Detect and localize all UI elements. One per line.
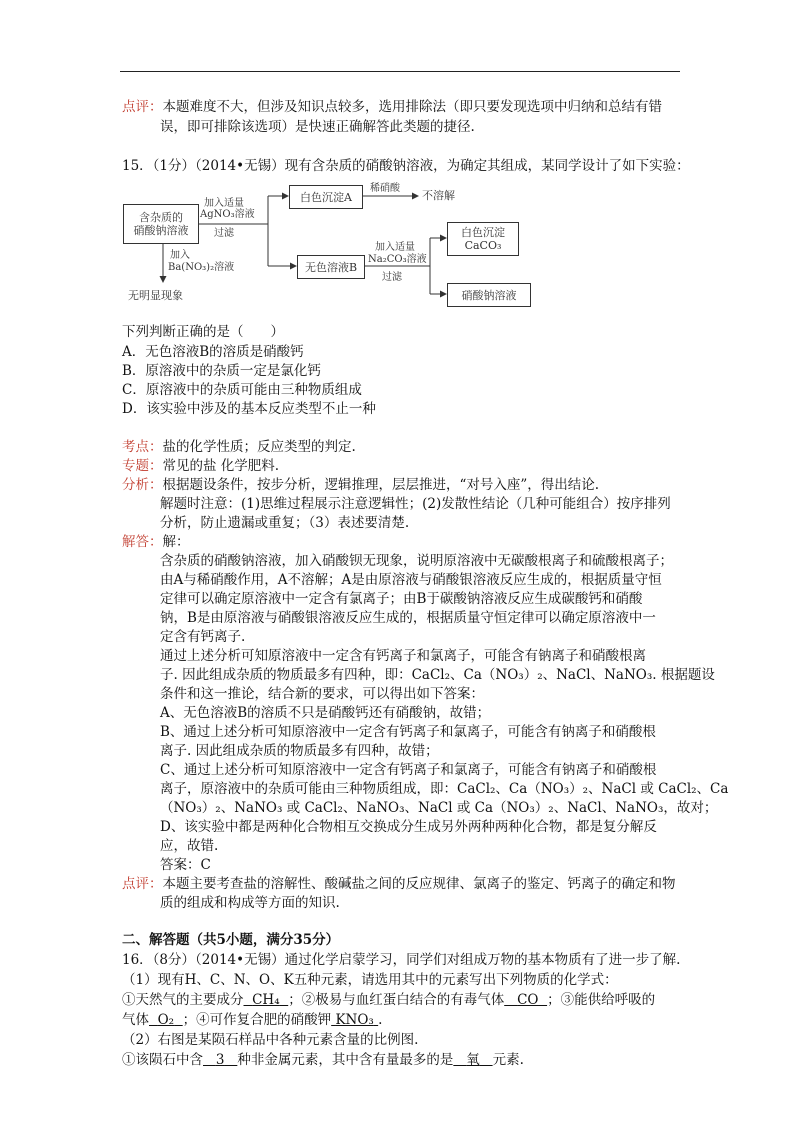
solution-line: B、通过上述分析可知原溶液中一定含有钙离子和氯离子，可能含有钠离子和硝酸根 <box>160 724 656 740</box>
q16-stem: 16．（8分）（2014•无锡）通过化学启蒙学习，同学们对组成万物的基本物质有了进一步了解. <box>122 952 681 968</box>
answer-ch4 <box>244 992 289 1008</box>
solution-line: 条件和这一推论，结合新的要求，可以得出如下答案： <box>160 686 484 702</box>
solution-line: （NO₃）₂、NaNO₃ 或 CaCl₂、NaNO₃、NaCl 或 Ca（NO₃）₂、NaCl、NaNO₃，故对； <box>160 800 718 816</box>
q16-l3b: 种非金属元素，其中含有量最多的是 <box>237 1052 454 1068</box>
result-no-phenomenon: 无明显现象 <box>128 289 183 302</box>
answer-o2-text: O₂ <box>157 1012 175 1028</box>
q16-l1a: ①天然气的主要成分 <box>122 992 244 1008</box>
answer-3 <box>203 1052 237 1068</box>
box-caco3-line2: CaCO₃ <box>464 239 502 252</box>
q16-l2c: . <box>378 1012 383 1028</box>
q16-part2: （2）右图是某陨石样品中各种元素含量的比例图. <box>122 1032 419 1048</box>
solution-line: 应，故错. <box>160 838 219 854</box>
prev-review-text1: 本题难度不大，但涉及知识点较多，选用排除法（即只要发现选项中归纳和总结有错 <box>162 99 662 115</box>
prev-review-line2: 误，即可排除该选项）是快速正确解答此类题的捷径. <box>160 119 475 135</box>
na2co3-filter: 过滤 <box>382 272 402 283</box>
na2co3-label2: Na₂CO₃溶液 <box>368 254 427 265</box>
agno3-label-filter: 过滤 <box>214 228 234 239</box>
box-start-line1: 含杂质的 <box>139 211 183 224</box>
q15-stem: 15．（1分）（2014•无锡）现有含杂质的硝酸钠溶液，为确定其组成，某同学设计了如下实验： <box>122 158 690 174</box>
q15-flow-diagram <box>118 176 683 318</box>
kaodian-row <box>122 437 356 457</box>
q16-line3 <box>122 1050 524 1070</box>
q16-line2 <box>122 1010 382 1030</box>
box-caco3-line1: 白色沉淀 <box>461 226 505 239</box>
answer-co <box>504 992 547 1008</box>
solution-line: 离子，原溶液中的杂质可能由三种物质组成，即：CaCl₂、Ca（NO₃）₂、NaCl 或 CaCl₂、Ca <box>160 781 729 797</box>
box-start <box>123 204 199 244</box>
answer-3-text: 3 <box>215 1052 225 1068</box>
box-caco3 <box>447 222 519 256</box>
q16-l3a: ①该陨石中含 <box>122 1052 203 1068</box>
bano3-label1: 加入 <box>170 250 190 261</box>
fenxi-text3: 分析，防止遗漏或重复；（3）表述要清楚. <box>160 515 410 531</box>
fenxi-text2: 解题时注意：(1)思维过程展示注意逻辑性；(2)发散性结论（几种可能组合）按序排列 <box>160 496 671 512</box>
zhuanti-tag: 专题： <box>122 458 163 474</box>
box-solution-b: 无色溶液B <box>297 255 365 279</box>
answer-kno3 <box>331 1012 378 1028</box>
q16-l2a: 气体 <box>122 1012 149 1028</box>
solution-line: 定律可以确定原溶液中一定含有氯离子；由B于碳酸钠溶液反应生成碳酸钙和硝酸 <box>160 591 643 607</box>
solution-line: 钠，B是由原溶液与硝酸银溶液反应生成的，根据质量守恒定律可以确定原溶液中一 <box>160 610 656 626</box>
q15-option-b: B．原溶液中的杂质一定是氯化钙 <box>122 363 321 379</box>
dianping-text2: 质的组成和构成等方面的知识. <box>160 895 340 911</box>
answer-line: 答案：C <box>160 857 211 873</box>
solution-line: 子. 因此组成杂质的物质最多有四种，即：CaCl₂、Ca（NO₃）₂、NaCl、NaNO₃. 根据题设 <box>160 667 715 683</box>
fenxi-row <box>122 475 599 495</box>
q15-option-c: C．原溶液中的杂质可能由三种物质组成 <box>122 382 362 398</box>
dianping-row <box>122 874 676 894</box>
hno3-label: 稀硝酸 <box>370 183 400 194</box>
jieda-row <box>122 532 190 552</box>
solution-line: 由A与稀硝酸作用，A不溶解；A是由原溶液与硝酸银溶液反应生成的，根据质量守恒 <box>160 572 662 588</box>
solution-line: 离子. 因此组成杂质的物质最多有四种，故错； <box>160 743 439 759</box>
q16-l3c: 元素. <box>492 1052 524 1068</box>
result-insoluble: 不溶解 <box>422 189 455 202</box>
q16-line1 <box>122 990 655 1010</box>
box-start-line2: 硝酸钠溶液 <box>133 224 189 237</box>
solution-line: D、该实验中都是两种化合物相互交换成分生成另外两种两种化合物，都是复分解反 <box>160 819 657 835</box>
na2co3-label1: 加入适量 <box>375 242 415 253</box>
kaodian-tag: 考点： <box>122 439 163 455</box>
zhuanti-row <box>122 456 279 476</box>
solution-line: A、无色溶液B的溶质不只是硝酸钙还有硝酸钠，故错； <box>160 705 491 721</box>
box-nano3: 硝酸钠溶液 <box>447 283 531 307</box>
box-precipitate-a: 白色沉淀A <box>289 185 363 209</box>
answer-ch4-text: CH₄ <box>252 992 280 1008</box>
solution-line: 含杂质的硝酸钠溶液，加入硝酸钡无现象，说明原溶液中无碳酸根离子和硫酸根离子； <box>160 553 673 569</box>
q16-l2b: ；④可作复合肥的硝酸钾 <box>182 1012 332 1028</box>
jieda-tag: 解答： <box>122 534 163 550</box>
agno3-label-top1: 加入适量 <box>204 198 244 209</box>
solution-line: C、通过上述分析可知原溶液中一定含有钙离子和氯离子，可能含有钠离子和硝酸根 <box>160 762 657 778</box>
zhuanti-text: 常见的盐 化学肥料. <box>162 458 280 474</box>
agno3-label-top2: AgNO₃溶液 <box>200 209 255 220</box>
section2-title: 二、解答题（共5小题，满分35分） <box>122 932 340 948</box>
dianping-tag: 点评： <box>122 876 163 892</box>
bano3-label2: Ba(NO₃)₂溶液 <box>168 262 235 273</box>
q16-part1: （1）现有H、C、N、O、K五种元素，请选用其中的元素写出下列物质的化学式： <box>122 972 618 988</box>
header-rule <box>120 71 680 72</box>
dianping-text1: 本题主要考查盐的溶解性、酸碱盐之间的反应规律、氯离子的鉴定、钙离子的确定和物 <box>162 876 676 892</box>
q15-option-d: D．该实验中涉及的基本反应类型不止一种 <box>122 401 376 417</box>
answer-co-text: CO <box>517 992 539 1008</box>
jie-text: 解： <box>162 534 190 550</box>
solution-line: 通过上述分析可知原溶液中一定含有钙离子和氯离子，可能含有钠离子和硝酸根离 <box>160 648 646 664</box>
kaodian-text: 盐的化学性质；反应类型的判定. <box>162 439 356 455</box>
prev-review-tag: 点评： <box>122 99 163 115</box>
q16-l1b: ；②极易与血红蛋白结合的有毒气体 <box>288 992 505 1008</box>
q16-l1c: ；③能供给呼吸的 <box>547 992 656 1008</box>
solution-line: 定含有钙离子. <box>160 629 246 645</box>
prev-review-line1 <box>122 97 662 117</box>
answer-oxygen <box>453 1052 492 1068</box>
answer-o2 <box>149 1012 183 1028</box>
q15-question: 下列判断正确的是（ ） <box>122 324 284 340</box>
fenxi-tag: 分析： <box>122 477 163 493</box>
answer-kno3-text: KNO₃ <box>335 1012 374 1028</box>
answer-oxygen-text: 氧 <box>466 1052 480 1068</box>
q15-option-a: A．无色溶液B的溶质是硝酸钙 <box>122 344 304 360</box>
fenxi-text1: 根据题设条件，按步分析，逻辑推理，层层推进，“对号入座”，得出结论. <box>162 477 600 493</box>
